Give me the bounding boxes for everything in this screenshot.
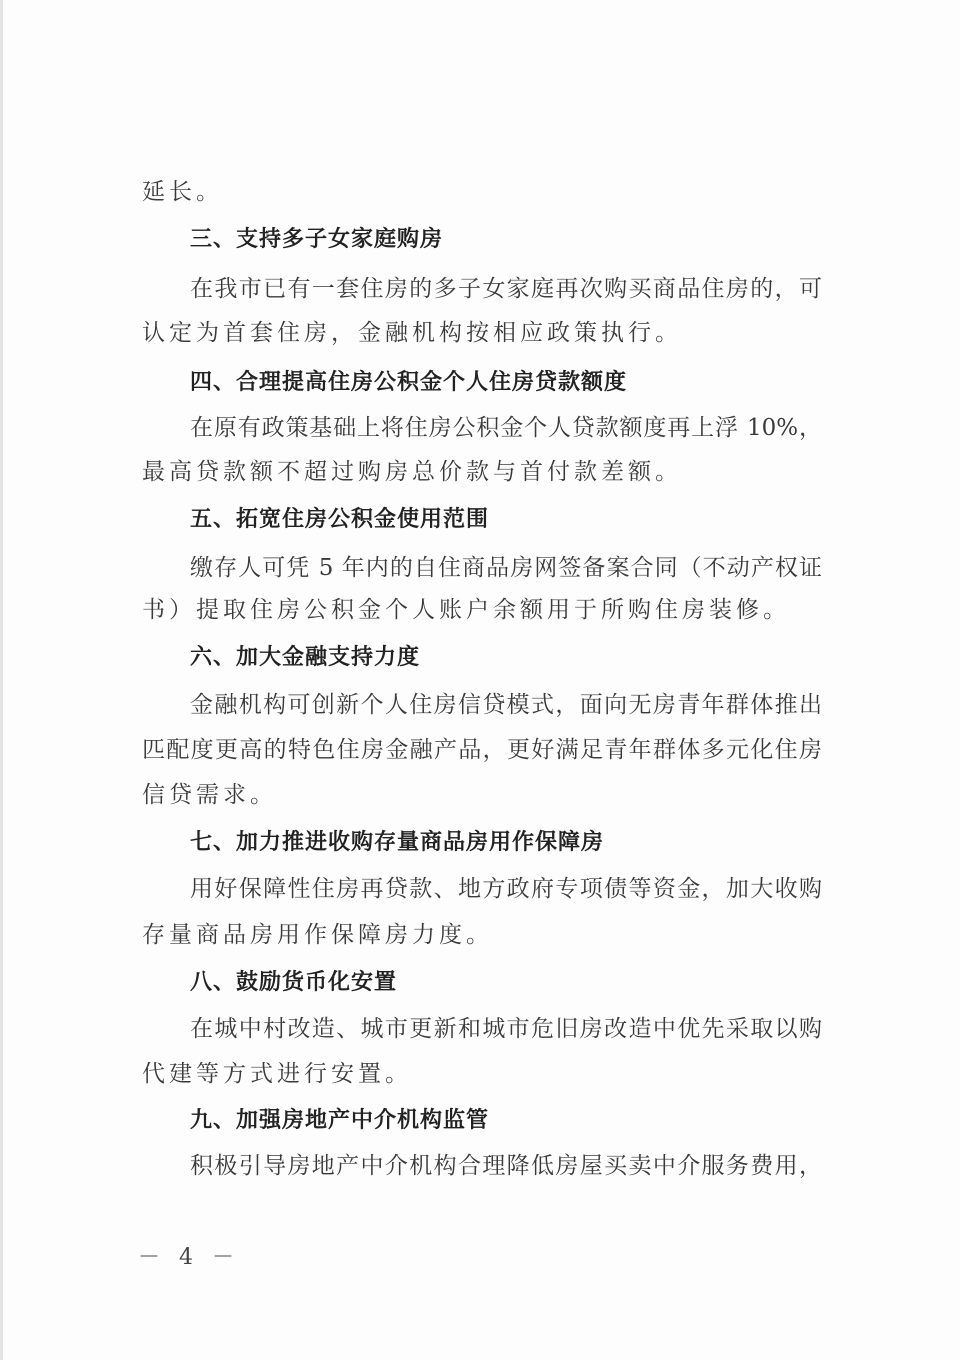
- paragraph-line: 书）提取住房公积金个人账户余额用于所购住房装修。: [142, 597, 790, 623]
- paragraph-line: 在我市已有一套住房的多子女家庭再次购买商品住房的，可: [190, 276, 822, 302]
- section-heading: 四、合理提高住房公积金个人住房贷款额度: [190, 370, 628, 395]
- section-heading: 三、支持多子女家庭购房: [190, 227, 444, 252]
- paragraph-line: 金融机构可创新个人住房信贷模式，面向无房青年群体推出: [190, 692, 822, 718]
- scan-edge: [0, 0, 3, 1360]
- section-heading: 五、拓宽住房公积金使用范围: [190, 507, 490, 532]
- paragraph-line: 匹配度更高的特色住房金融产品，更好满足青年群体多元化住房: [142, 737, 822, 763]
- paragraph-line: 在原有政策基础上将住房公积金个人贷款额度再上浮 10%，: [190, 415, 822, 441]
- paragraph-line: 在城中村改造、城市更新和城市危旧房改造中优先采取以购: [190, 1016, 822, 1042]
- paragraph-line: 信贷需求。: [142, 782, 277, 808]
- section-heading: 八、鼓励货币化安置: [190, 970, 398, 995]
- paragraph-line: 最高贷款额不超过购房总价款与首付款差额。: [142, 459, 682, 485]
- paragraph-line: 代建等方式进行安置。: [142, 1061, 412, 1087]
- page-number: － 4 －: [138, 1245, 240, 1270]
- section-heading: 七、加力推进收购存量商品房用作保障房: [190, 830, 605, 855]
- paragraph-line: 缴存人可凭 5 年内的自住商品房网签备案合同（不动产权证: [190, 555, 822, 581]
- paragraph-line: 用好保障性住房再贷款、地方政府专项债等资金，加大收购: [190, 876, 822, 902]
- section-heading: 九、加强房地产中介机构监管: [190, 1108, 490, 1133]
- paragraph-line: 认定为首套住房，金融机构按相应政策执行。: [142, 320, 682, 346]
- paragraph-line: 延长。: [142, 179, 223, 205]
- paragraph-line: 存量商品房用作保障房力度。: [142, 922, 493, 948]
- section-heading: 六、加大金融支持力度: [190, 645, 421, 670]
- paragraph-line: 积极引导房地产中介机构合理降低房屋买卖中介服务费用，: [190, 1153, 822, 1179]
